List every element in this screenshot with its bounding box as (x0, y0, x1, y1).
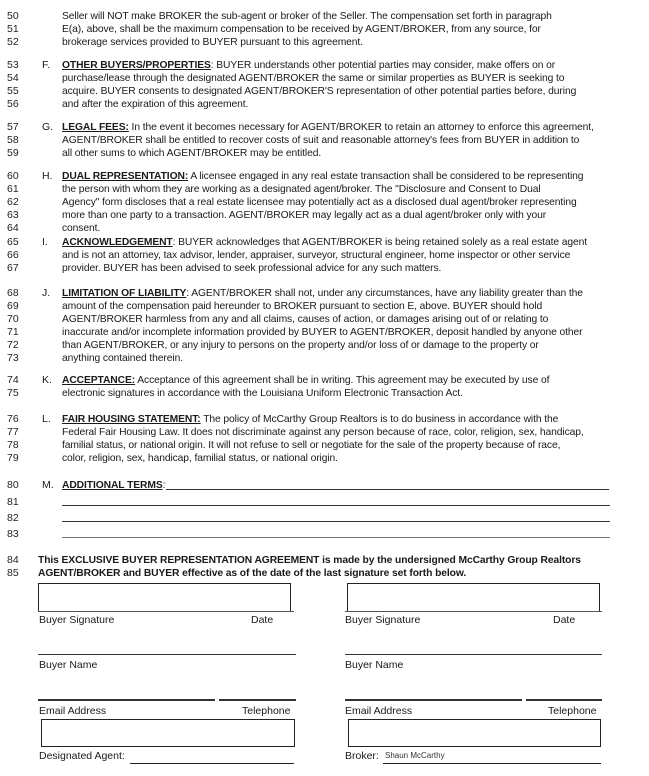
designated-agent-box[interactable] (41, 719, 295, 747)
section-text: amount of the compensation paid hereunder to BROKER pursuant to section E, above. BUYER should hold (62, 301, 543, 312)
line-number: 56 (7, 98, 19, 110)
section-letter: G. (42, 121, 54, 133)
document-line (0, 262, 649, 275)
line-number: 61 (7, 183, 19, 195)
line-number: 71 (7, 326, 19, 338)
telephone-label: Telephone (242, 705, 291, 717)
section-i (0, 236, 649, 275)
section-text: all other sums to which AGENT/BROKER may be entitled. (62, 148, 322, 159)
document-line (0, 170, 649, 183)
section-g (0, 121, 649, 160)
document-line (0, 287, 649, 300)
line-number: 68 (7, 287, 19, 299)
section-text: provider. BUYER has been advised to seek professional advice for any such matters. (62, 263, 442, 274)
section-letter: M. (42, 479, 54, 491)
document-line (0, 10, 649, 23)
email-address-field[interactable] (38, 699, 215, 701)
section-heading: LEGAL FEES: (62, 122, 129, 133)
line-number: 72 (7, 339, 19, 351)
signature-underline (38, 611, 294, 612)
section-heading: FAIR HOUSING STATEMENT: (62, 414, 201, 425)
designated-agent-label: Designated Agent: (39, 750, 125, 762)
line-number: 74 (7, 374, 19, 386)
section-heading: OTHER BUYERS/PROPERTIES (62, 60, 211, 71)
email-address-field[interactable] (345, 699, 522, 701)
line-number: 81 (7, 496, 19, 508)
section-e-cont (0, 10, 649, 49)
section-heading: DUAL REPRESENTATION: (62, 171, 189, 182)
section-h (0, 170, 649, 235)
buyer-name-label: Buyer Name (345, 659, 404, 671)
section-text: The policy of McCarthy Group Realtors is to do business in accordance with the (200, 414, 559, 425)
document-line (0, 196, 649, 209)
telephone-field[interactable] (526, 699, 602, 701)
line-number: 65 (7, 236, 19, 248)
line-number: 67 (7, 262, 19, 274)
line-number: 84 (7, 554, 19, 566)
document-line (0, 387, 649, 400)
document-line (0, 374, 649, 387)
section-text: : BUYER understands other potential parties may consider, make offers on or (210, 60, 556, 71)
line-number: 70 (7, 313, 19, 325)
section-text: : AGENT/BROKER shall not, under any circumstances, have any liability greater than the (186, 288, 583, 299)
section-text: color, religion, sex, handicap, familial status, or national origin. (62, 453, 338, 464)
line-number: 66 (7, 249, 19, 261)
section-letter: K. (42, 374, 52, 386)
telephone-field[interactable] (219, 699, 296, 701)
section-k (0, 374, 649, 400)
section-f (0, 59, 649, 111)
date-label: Date (553, 614, 576, 626)
document-line (0, 121, 649, 134)
broker-name-value: Shaun McCarthy (385, 751, 445, 760)
buyer-signature-field[interactable] (38, 583, 291, 612)
broker-field[interactable] (383, 763, 601, 764)
section-first-line (62, 236, 587, 249)
document-line (0, 222, 649, 235)
section-text: purchase/lease through the designated AGENT/BROKER the same or similar properties as BUYER is seeking to (62, 73, 565, 84)
section-text: : BUYER acknowledges that AGENT/BROKER is being retained solely as a real estate agent (172, 237, 587, 248)
document-line (0, 249, 649, 262)
section-text: acquire. BUYER consents to designated AGENT/BROKER'S representation of other potential parties before, during (62, 86, 577, 97)
document-line (0, 134, 649, 147)
email-address-label: Email Address (345, 705, 413, 717)
heading-colon: : (162, 480, 166, 491)
section-first-line (62, 374, 549, 387)
section-heading: ACCEPTANCE: (62, 375, 136, 386)
line-number: 80 (7, 479, 19, 491)
buyer-signature-label: Buyer Signature (39, 614, 115, 626)
document-line (0, 72, 649, 85)
section-letter: L. (42, 413, 51, 425)
buyer-name-field[interactable] (38, 654, 296, 655)
line-number: 55 (7, 85, 19, 97)
email-address-label: Email Address (39, 705, 107, 717)
line-number: 82 (7, 512, 19, 524)
line-number: 78 (7, 439, 19, 451)
document-line (0, 300, 649, 313)
line-number: 73 (7, 352, 19, 364)
document-line (0, 339, 649, 352)
document-line (0, 452, 649, 465)
signature-underline (345, 611, 602, 612)
document-line (0, 59, 649, 72)
document-line (0, 439, 649, 452)
document-line (0, 85, 649, 98)
line-number: 54 (7, 72, 19, 84)
section-first-line (62, 170, 583, 183)
section-j (0, 287, 649, 365)
closing-line: This EXCLUSIVE BUYER REPRESENTATION AGREEMENT is made by the undersigned McCarthy Group Realtors (38, 555, 581, 566)
closing-line: AGENT/BROKER and BUYER effective as of the date of the last signature set forth below. (38, 568, 467, 579)
additional-terms-line-1[interactable] (166, 489, 609, 490)
section-text: the person with whom they are working as a designated agent/broker. The "Disclosure and Consent to Dual (62, 184, 541, 195)
date-label: Date (251, 614, 274, 626)
document-line (0, 426, 649, 439)
section-letter: I. (42, 236, 48, 248)
section-letter: F. (42, 59, 51, 71)
line-number: 53 (7, 59, 19, 71)
broker-label: Broker: (345, 750, 379, 762)
section-text: Seller will NOT make BROKER the sub-agent or broker of the Seller. The compensation set forth in paragraph (62, 11, 552, 22)
document-line (0, 326, 649, 339)
section-text: AGENT/BROKER shall be entitled to recover costs of suit and reasonable attorney's fees from BUYER in addition to (62, 135, 580, 146)
line-number: 77 (7, 426, 19, 438)
document-line (0, 236, 649, 249)
buyer-name-field[interactable] (345, 654, 602, 655)
line-number: 83 (7, 528, 19, 540)
broker-box[interactable] (348, 719, 601, 747)
section-text: A licensee engaged in any real estate transaction shall be considered to be representing (188, 171, 584, 182)
section-text: brokerage services provided to BUYER pursuant to this agreement. (62, 37, 363, 48)
section-text: anything contained therein. (62, 353, 183, 364)
section-letter: J. (42, 287, 51, 299)
section-first-line (62, 121, 594, 134)
designated-agent-field[interactable] (130, 763, 294, 764)
document-line (0, 313, 649, 326)
document-line (0, 36, 649, 49)
line-number: 85 (7, 567, 19, 579)
section-text: In the event it becomes necessary for AGENT/BROKER to retain an attorney to enforce this agreement, (128, 122, 594, 133)
section-text: Agency" form discloses that a real estate licensee may potentially act as a disclosed dual agent/broker representing (62, 197, 577, 208)
line-number: 64 (7, 222, 19, 234)
document-line (0, 413, 649, 426)
line-number: 69 (7, 300, 19, 312)
document-line (0, 183, 649, 196)
section-text: than AGENT/BROKER, or any injury to persons on the property and/or loss of or damage to the property or (62, 340, 539, 351)
additional-terms-line-4[interactable] (62, 537, 610, 538)
buyer-name-label: Buyer Name (39, 659, 98, 671)
additional-terms-line-2[interactable] (62, 505, 610, 506)
section-text: inaccurate and/or incomplete information provided by BUYER to AGENT/BROKER, deposit handled by anyone other (62, 327, 583, 338)
section-text: and after the expiration of this agreement. (62, 99, 249, 110)
section-heading: ACKNOWLEDGEMENT (62, 237, 173, 248)
document-line (0, 23, 649, 36)
document-line (0, 147, 649, 160)
line-number: 59 (7, 147, 19, 159)
line-number: 75 (7, 387, 19, 399)
section-text: Acceptance of this agreement shall be in writing. This agreement may be executed by use of (135, 375, 550, 386)
section-first-line (62, 287, 583, 300)
section-letter: H. (42, 170, 53, 182)
section-heading: ADDITIONAL TERMS (62, 480, 163, 491)
buyer-signature-label: Buyer Signature (345, 614, 421, 626)
section-heading: LIMITATION OF LIABILITY (62, 288, 187, 299)
section-text: and is not an attorney, tax advisor, lender, appraiser, surveyor, structural engineer, home inspector or other service (62, 250, 571, 261)
line-number: 51 (7, 23, 19, 35)
section-text: AGENT/BROKER harmless from any and all claims, causes of action, or damages arising out of or relating to (62, 314, 549, 325)
telephone-label: Telephone (548, 705, 597, 717)
document-line (0, 352, 649, 365)
section-first-line (62, 59, 555, 72)
line-number: 58 (7, 134, 19, 146)
line-number: 52 (7, 36, 19, 48)
section-first-line (62, 413, 558, 426)
section-text: familial status, or national origin. It will not refuse to sell or negotiate for the sale of the property because of race, (62, 440, 561, 451)
line-number: 63 (7, 209, 19, 221)
line-number: 57 (7, 121, 19, 133)
section-text: electronic signatures in accordance with the Louisiana Uniform Electronic Transaction Act. (62, 388, 463, 399)
section-text: more than one party to a transaction. AGENT/BROKER may legally act as a dual agent/broker only with your (62, 210, 547, 221)
section-text: E(a), above, shall be the maximum compensation to be received by AGENT/BROKER, from any source, for (62, 24, 541, 35)
section-text: Federal Fair Housing Law. It does not discriminate against any person because of race, color, religion, sex, handicap, (62, 427, 584, 438)
document-line (0, 98, 649, 111)
additional-terms-line-3[interactable] (62, 521, 610, 522)
line-number: 79 (7, 452, 19, 464)
section-text: consent. (62, 223, 101, 234)
document-line (0, 209, 649, 222)
buyer-signature-field[interactable] (347, 583, 600, 612)
line-number: 76 (7, 413, 19, 425)
line-number: 62 (7, 196, 19, 208)
section-l (0, 413, 649, 465)
line-number: 60 (7, 170, 19, 182)
line-number: 50 (7, 10, 19, 22)
